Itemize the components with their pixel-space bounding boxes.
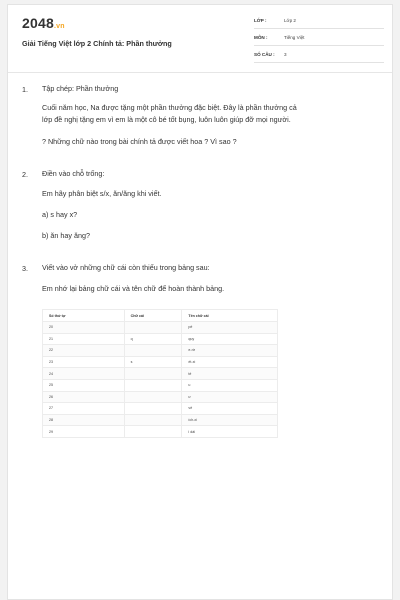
table-cell: i dài [182,426,278,438]
table-cell: 21 [43,333,125,345]
logo-suffix: .vn [53,23,65,30]
question-1-title: Tập chép: Phần thưởng [42,84,119,93]
table-cell: ích-xì [182,414,278,426]
meta-value: 3 [284,52,287,57]
question-2-part-b: b) ăn hay ăng? [42,231,90,240]
table-row [43,391,278,403]
meta-row-subject [254,32,384,46]
table-cell [124,322,182,334]
table-cell: 28 [43,414,125,426]
table-row [43,379,278,391]
question-3-title: Viết vào vở những chữ cái còn thiếu trong bảng sau: [42,263,210,272]
table-cell: 29 [43,426,125,438]
table-row [43,368,278,380]
meta-label: LỚP : [254,18,267,23]
table-cell [124,403,182,415]
table-cell [124,414,182,426]
site-logo[interactable] [22,15,65,31]
table-cell: q [124,333,182,345]
table-row [43,333,278,345]
column-header: Tên chữ cái [182,310,278,322]
question-1-line-2: lớp đề nghị tặng em vì em là một cô bé tốt bụng, luôn luôn giúp đỡ mọi người. [42,115,291,124]
page-title: Giải Tiếng Việt lớp 2 Chính tả: Phần thưởng [22,39,172,48]
table-cell [124,391,182,403]
logo-text: 2048 [22,15,54,31]
table-header-row [43,310,278,322]
table-cell: quy [182,333,278,345]
table-cell: s [124,356,182,368]
meta-row-count [254,49,384,63]
table-row [43,414,278,426]
table-row [43,403,278,415]
table-cell: 25 [43,379,125,391]
question-1-line-1: Cuối năm học, Na được tặng một phần thưởng đặc biệt. Đây là phần thưởng cả [42,103,297,112]
table-cell: tê [182,368,278,380]
document-header [8,5,392,73]
question-3-intro: Em nhớ lại bảng chữ cái và tên chữ để hoàn thành bảng. [42,284,225,293]
table-cell: 22 [43,345,125,357]
question-number: 3. [22,264,28,273]
table-cell [124,345,182,357]
table-row [43,345,278,357]
meta-label: MÔN : [254,35,268,40]
table-cell: 23 [43,356,125,368]
table-cell: ư [182,391,278,403]
table-cell: ét-xì [182,356,278,368]
table-cell [124,379,182,391]
table-cell: 20 [43,322,125,334]
question-number: 1. [22,85,28,94]
table-cell: 26 [43,391,125,403]
table-cell: 27 [43,403,125,415]
question-1-ask: ? Những chữ nào trong bài chính tả được viết hoa ? Vì sao ? [42,137,237,146]
alphabet-table [42,309,278,438]
column-header: Chữ cái [124,310,182,322]
column-header: Số thứ tự [43,310,125,322]
meta-label: SỐ CÂU : [254,52,275,57]
meta-value: Tiếng Việt [284,35,305,40]
question-2-intro: Em hãy phân biệt s/x, ăn/ăng khi viết. [42,189,162,198]
table-cell [124,426,182,438]
table-cell: 24 [43,368,125,380]
table-cell [124,368,182,380]
table-cell: e-rờ [182,345,278,357]
table-row [43,356,278,368]
table-cell: vê [182,403,278,415]
table-row [43,322,278,334]
question-2-part-a: a) s hay x? [42,210,78,219]
question-2-title: Điền vào chỗ trống: [42,169,105,178]
table-cell: pê [182,322,278,334]
document-page [7,4,393,600]
question-number: 2. [22,170,28,179]
meta-value: Lớp 2 [284,18,296,23]
table-cell: u [182,379,278,391]
meta-row-class [254,15,384,29]
table-row [43,426,278,438]
